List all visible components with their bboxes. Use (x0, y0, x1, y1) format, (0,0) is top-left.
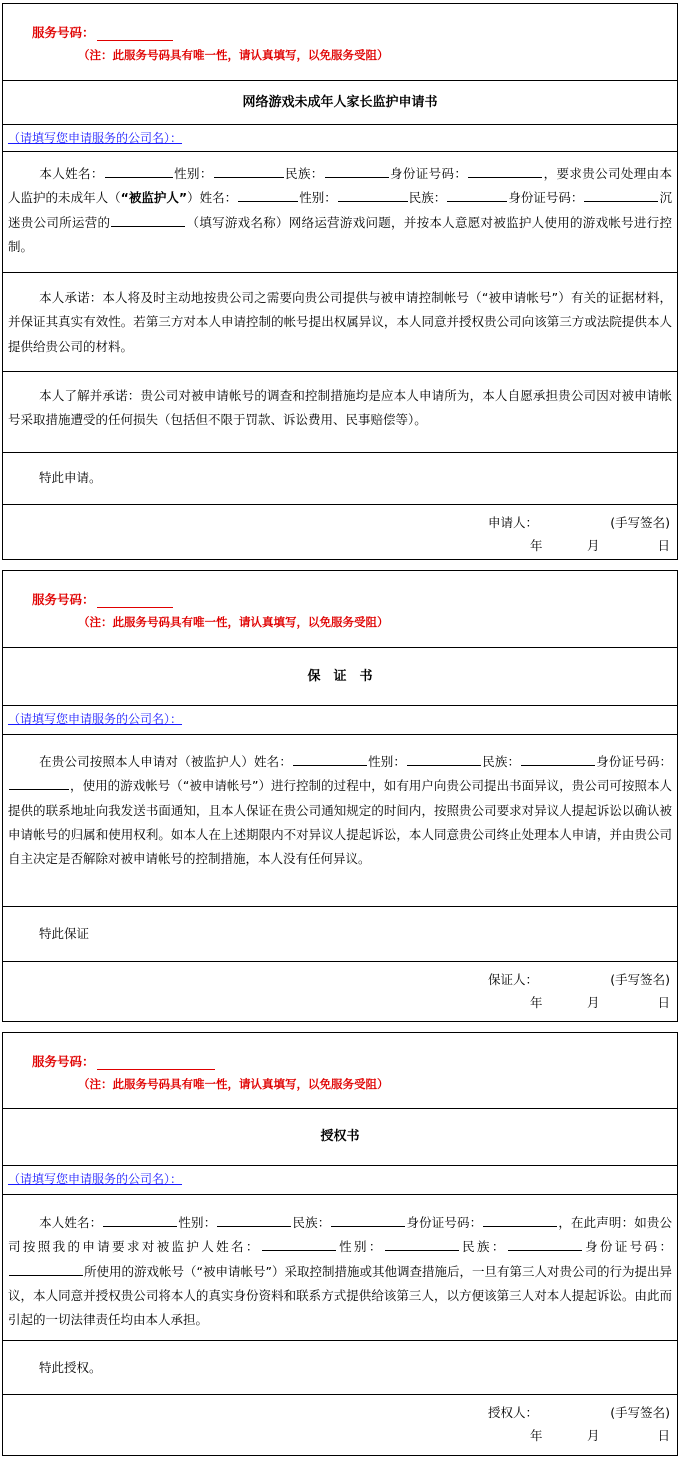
page-title: 网络游戏未成年人家长监护申请书 (242, 95, 438, 110)
service-number-section (3, 571, 677, 648)
page-title: 保 证 书 (307, 669, 373, 684)
ward-gender-field[interactable] (407, 755, 481, 766)
service-number-label: 服务号码： (32, 1052, 215, 1070)
declaration-paragraph: 本人姓名： 性别： 民族： 身份证号码： ，要求贵公司处理由本人监护的未成年人（“被监护人”）姓名： 性别： 民族： 身份证号码： 沉迷贵公司所运营的 （填写游戏名称）网络运营游戏问题，并按本人意愿对被监护人使用的游戏帐号进行控制。 (8, 166, 672, 254)
name-field[interactable] (103, 1216, 177, 1227)
service-number-note: （注：此服务号码具有唯一性，请认真填写，以免服务受阻） (78, 1077, 389, 1091)
date-year: 年 (530, 538, 543, 553)
guarantee-paragraph: 在贵公司按照本人申请对（被监护人）姓名： 性别： 民族： 身份证号码：，使用的游戏帐号（“被申请帐号”）进行控制的过程中，如有用户向贵公司提出书面异议，贵公司可按照本人提供的联系地址向我发送书面通知，且本人保证在贵公司通知规定的时间内，按照贵公司要求对异议人提起诉讼以确认被申请帐号的归属和使用权利。如本人在上述期限内不对异议人提起诉讼，本人同意贵公司终止处理本人申请，并由贵公司自主决定是否解除对被申请帐号的控制措施，本人没有任何异议。 (8, 754, 672, 867)
liability-section (3, 372, 677, 453)
gender-field[interactable] (217, 1216, 291, 1227)
ward-id-field[interactable] (9, 779, 69, 790)
service-number-field[interactable] (97, 1056, 215, 1070)
signature-section (3, 962, 677, 1021)
ward-ethnicity-field[interactable] (508, 1240, 582, 1251)
service-number-label: 服务号码： (32, 23, 173, 41)
ward-name-field[interactable] (262, 1240, 336, 1251)
ward-id-field[interactable] (584, 191, 658, 202)
declaration-section (3, 152, 677, 273)
closing-text: 特此申请。 (39, 470, 102, 485)
commitment-paragraph: 本人承诺：本人将及时主动地按贵公司之需要向贵公司提供与被申请控制帐号（“被申请帐号”）有关的证据材料，并保证其真实有效性。若第三方对本人申请控制的帐号提出权属异议，本人同意并授权贵公司向该第三方或法院提供本人提供给贵公司的材料。 (8, 290, 672, 354)
handwritten-signature-hint: (手写签名) (610, 515, 670, 530)
application-form (2, 3, 678, 560)
service-number-section (3, 4, 677, 81)
name-field[interactable] (105, 167, 173, 178)
ward-gender-field[interactable] (385, 1240, 459, 1251)
service-number-label: 服务号码： (32, 590, 173, 608)
service-number-field[interactable] (97, 27, 173, 41)
ward-gender-field[interactable] (338, 191, 408, 202)
ward-ethnicity-field[interactable] (521, 755, 595, 766)
closing-text: 特此保证 (39, 926, 90, 941)
date-day: 日 (657, 995, 670, 1010)
closing-text: 特此授权。 (39, 1360, 102, 1375)
company-row (3, 125, 677, 152)
gender-field[interactable] (214, 167, 284, 178)
date-day: 日 (657, 538, 670, 553)
signature-line (487, 1403, 670, 1421)
date-month: 月 (587, 538, 600, 553)
service-number-note: （注：此服务号码具有唯一性，请认真填写，以免服务受阻） (78, 615, 389, 629)
signature-section (3, 505, 677, 559)
company-prompt[interactable]: （请填写您申请服务的公司名）： (8, 131, 183, 145)
company-row (3, 1166, 677, 1195)
signer-label: 保证人： (487, 972, 538, 987)
authorization-paragraph: 本人姓名： 性别： 民族： 身份证号码： ，在此声明：如贵公司按照我的申请要求对被监护人姓名： 性别： 民族： 身份证号码：所使用的游戏帐号（“被申请帐号”）采取控制措施或其他调查措施后，一旦有第三人对贵公司的行为提出异议，本人同意并授权贵公司将本人的真实身份资料和联系方式提供给该第三人，以方便该第三人对本人提起诉讼。由此而引起的一切法律责任均由本人承担。 (8, 1215, 672, 1328)
id-number-field[interactable] (468, 167, 542, 178)
commitment-section (3, 273, 677, 372)
signer-label: 授权人： (487, 1405, 538, 1420)
service-number-note: （注：此服务号码具有唯一性，请认真填写，以免服务受阻） (78, 48, 389, 62)
closing-section (3, 907, 677, 962)
ethnicity-field[interactable] (331, 1216, 405, 1227)
company-prompt[interactable]: （请填写您申请服务的公司名）： (8, 712, 183, 726)
title-row (3, 648, 677, 706)
guarantee-form (2, 570, 678, 1022)
guarantee-section (3, 735, 677, 907)
handwritten-signature-hint: (手写签名) (610, 972, 670, 987)
authorization-section (3, 1195, 677, 1341)
page-title: 授权书 (320, 1129, 360, 1144)
date-month: 月 (587, 1428, 600, 1443)
id-number-field[interactable] (483, 1216, 557, 1227)
signature-section (3, 1395, 677, 1455)
ward-id-field[interactable] (9, 1265, 83, 1276)
service-number-field[interactable] (97, 594, 173, 608)
signature-line (487, 513, 670, 531)
ward-ethnicity-field[interactable] (447, 191, 507, 202)
title-row (3, 1109, 677, 1166)
closing-section (3, 1341, 677, 1395)
authorization-form (2, 1032, 678, 1456)
ethnicity-field[interactable] (325, 167, 389, 178)
handwritten-signature-hint: (手写签名) (610, 1405, 670, 1420)
liability-paragraph: 本人了解并承诺：贵公司对被申请帐号的调查和控制措施均是应本人申请所为，本人自愿承担贵公司因对被申请帐号采取措施遭受的任何损失（包括但不限于罚款、诉讼费用、民事赔偿等）。 (8, 388, 672, 428)
signer-label: 申请人： (487, 515, 538, 530)
game-name-field[interactable] (111, 216, 185, 227)
title-row (3, 81, 677, 125)
company-prompt[interactable]: （请填写您申请服务的公司名）： (8, 1172, 183, 1186)
ward-name-field[interactable] (293, 755, 367, 766)
date-month: 月 (587, 995, 600, 1010)
ward-name-field[interactable] (238, 191, 298, 202)
signature-line (487, 970, 670, 988)
date-year: 年 (530, 1428, 543, 1443)
date-year: 年 (530, 995, 543, 1010)
date-day: 日 (657, 1428, 670, 1443)
company-row (3, 706, 677, 735)
closing-section (3, 453, 677, 505)
service-number-section (3, 1033, 677, 1109)
